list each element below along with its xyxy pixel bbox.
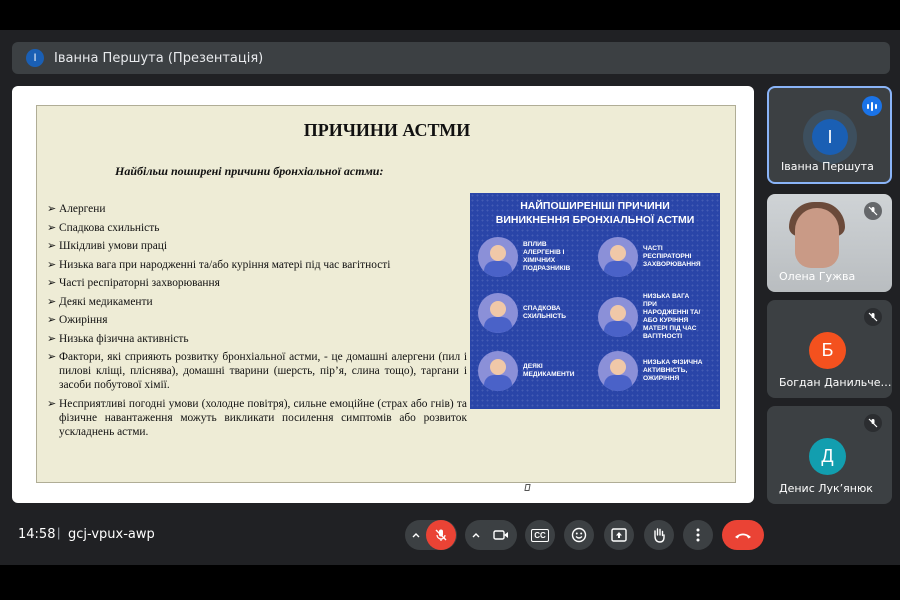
bullet-arrow-icon: ➢: [47, 397, 57, 410]
list-item: ➢ Низька фізична активність: [47, 332, 189, 345]
medications-illustration-icon: [478, 351, 518, 391]
mic-off-icon: [864, 308, 882, 326]
obesity-illustration-icon: [598, 351, 638, 391]
captions-icon: CC: [531, 529, 549, 542]
avatar: І: [803, 110, 857, 164]
raise-hand-icon: [652, 527, 666, 543]
avatar: Д: [809, 438, 846, 475]
bullet-arrow-icon: ➢: [47, 351, 57, 363]
captions-button[interactable]: [525, 520, 555, 550]
participant-name: Богдан Данильче…: [779, 376, 892, 389]
end-call-icon: [733, 530, 753, 540]
emoji-icon: [571, 527, 587, 543]
meeting-clock: 14:58: [18, 527, 56, 542]
participant-tile-presenter[interactable]: [767, 86, 892, 184]
respiratory-illustration-icon: [598, 237, 638, 277]
camera-button[interactable]: [486, 520, 516, 550]
more-icon: [696, 528, 700, 542]
slide-subtitle: Найбільш поширені причини бронхіальної астми:: [115, 164, 384, 178]
divider: |: [57, 525, 61, 540]
more-options-button[interactable]: [683, 520, 713, 550]
presentation-frame[interactable]: [12, 86, 754, 503]
participant-name: Іванна Першута: [781, 160, 874, 173]
presenter-bar: [12, 42, 890, 74]
mic-off-icon: [864, 414, 882, 432]
infographic-item-inactivity: НИЗЬКА ФІЗИЧНА АКТИВНІСТЬ, ОЖИРІННЯ: [598, 351, 703, 391]
list-item: ➢ Деякі медикаменти: [47, 295, 153, 308]
list-item: ➢ Алергени: [47, 203, 106, 215]
list-item: ➢ Шкідливі умови праці: [47, 240, 168, 252]
infographic-item-birth-weight: НИЗЬКА ВАГА ПРИ НАРОДЖЕННІ ТА/АБО КУРІННЯ МАТЕРІ ПІД ЧАС ВАГІТНОСТІ: [598, 293, 703, 341]
present-icon: [611, 528, 627, 542]
infographic-item-medications: ДЕЯКІ МЕДИКАМЕНТИ: [478, 351, 583, 391]
mic-off-button[interactable]: [426, 520, 456, 550]
participant-tile[interactable]: [767, 406, 892, 504]
bullet-arrow-icon: ➢: [47, 295, 57, 308]
bullet-arrow-icon: ➢: [47, 240, 57, 252]
chevron-up-icon[interactable]: [466, 530, 486, 540]
camera-control: [465, 520, 517, 550]
allergens-illustration-icon: [478, 237, 518, 277]
causes-list: [47, 202, 467, 443]
participant-tile-video[interactable]: [767, 194, 892, 292]
emoji-button[interactable]: [564, 520, 594, 550]
list-item: ➢ Часті респіраторні захворювання: [47, 277, 220, 289]
mic-off-icon: [864, 202, 882, 220]
raise-hand-button[interactable]: [644, 520, 674, 550]
participant-name: Олена Гужва: [779, 270, 856, 283]
mic-control: [405, 520, 457, 550]
avatar: Б: [809, 332, 846, 369]
slide-title: ПРИЧИНИ АСТМИ: [303, 120, 471, 140]
end-call-button[interactable]: [722, 520, 764, 550]
infographic-item-respiratory: ЧАСТІ РЕСПІРАТОРНІ ЗАХВОРЮВАННЯ: [598, 237, 703, 277]
participant-tile[interactable]: [767, 300, 892, 398]
present-button[interactable]: [604, 520, 634, 550]
chevron-up-icon[interactable]: [406, 530, 426, 540]
list-item: ➢ Низька вага при народженні та/або куріння матері під час вагітності: [47, 258, 391, 271]
mouse-cursor-icon: [524, 484, 530, 491]
bullet-arrow-icon: ➢: [47, 221, 57, 234]
bullet-arrow-icon: ➢: [47, 314, 57, 326]
list-item: ➢ Несприятливі погодні умови (холодне повітря), сильне емоційне (страх або гнів) та фізичне навантаження можуть викликати посилення симптомів або розвиток ускладнень астми.: [47, 397, 467, 438]
pregnancy-illustration-icon: [598, 297, 638, 337]
list-item: ➢ Спадкова схильність: [47, 221, 160, 234]
video-feed-face: [795, 208, 839, 268]
bullet-arrow-icon: ➢: [47, 203, 57, 215]
camera-icon: [493, 529, 509, 541]
list-item: ➢ Ожиріння: [47, 314, 108, 326]
bullet-arrow-icon: ➢: [47, 277, 57, 289]
presenter-label: Іванна Першута (Презентація): [54, 50, 264, 66]
meeting-code: gcj-vpux-awp: [68, 527, 155, 542]
infographic-title: НАЙПОШИРЕНІШІ ПРИЧИНИ ВИНИКНЕННЯ БРОНХІАЛЬНОЇ АСТМИ: [495, 200, 695, 226]
infographic-item-heredity: СПАДКОВА СХИЛЬНІСТЬ: [478, 293, 583, 333]
participant-name: Денис Лук’янюк: [779, 482, 873, 495]
list-item: ➢ Фактори, які сприяють розвитку бронхіальної астми, - це домашні алергени (пил і пилові кліщі, пліснява), домашні тварини (шерсть, пір’я, слина тощо), таргани і засоби побутової хімії.: [47, 351, 467, 391]
asthma-infographic: [470, 193, 720, 409]
speaking-indicator-icon: [862, 96, 882, 116]
presentation-slide: [36, 105, 736, 483]
infographic-item-allergens: ВПЛИВ АЛЕРГЕНІВ І ХІМІЧНИХ ПОДРАЗНИКІВ: [478, 237, 583, 277]
bullet-arrow-icon: ➢: [47, 258, 57, 271]
heredity-illustration-icon: [478, 293, 518, 333]
mic-off-icon: [434, 528, 448, 542]
bullet-arrow-icon: ➢: [47, 332, 57, 345]
meeting-controls: [0, 510, 900, 560]
presenter-avatar: І: [26, 49, 44, 67]
